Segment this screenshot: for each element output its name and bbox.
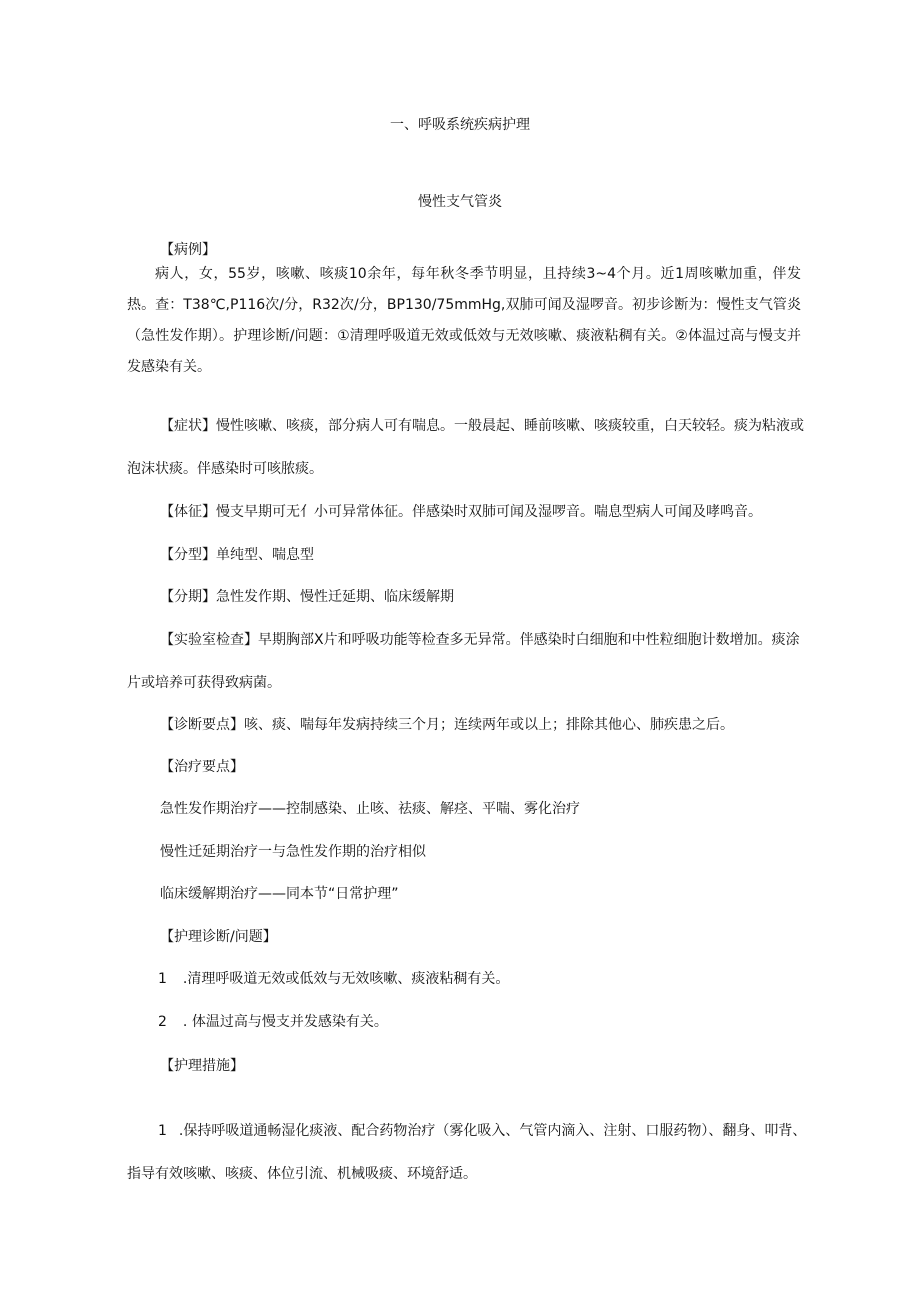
stages-paragraph: 【分期】急性发作期、慢性迁延期、临床缓解期 bbox=[160, 589, 454, 605]
lab-line-1: 【实验室检查】早期胸部X片和呼吸功能等检查多无异常。伴感染时白细胞和中性粒细胞计数增加。痰涂 bbox=[160, 632, 800, 648]
item-text: .保持呼吸道通畅湿化痰液、配合药物治疗（雾化吸入、气管内滴入、注射、口服药物）、翻身、叩背、 bbox=[178, 1123, 807, 1139]
symptoms-line-2: 泡沫状痰。伴感染时可咳脓痰。 bbox=[127, 461, 323, 477]
nursing-diagnosis-heading: 【护理诊断/问题】 bbox=[160, 929, 277, 945]
nursing-diagnosis-item bbox=[158, 969, 509, 989]
item-number: 2 bbox=[158, 1014, 167, 1030]
item-number: 1 bbox=[158, 1123, 167, 1139]
treatment-heading: 【治疗要点】 bbox=[160, 759, 244, 775]
chapter-title: 一、呼吸系统疾病护理 bbox=[390, 117, 530, 133]
nursing-measures-item-1-line-1 bbox=[158, 1121, 806, 1141]
diagnosis-points-paragraph: 【诊断要点】咳、痰、喘每年发病持续三个月；连续两年或以上；排除其他心、肺疾患之后。 bbox=[160, 717, 734, 733]
treatment-item: 急性发作期治疗——控制感染、止咳、祛痰、解痉、平喘、雾化治疗 bbox=[160, 801, 580, 817]
nursing-measures-item-1-line-2: 指导有效咳嗽、咳痰、体位引流、机械吸痰、环境舒适。 bbox=[127, 1166, 477, 1182]
signs-paragraph: 【体征】慢支早期可无亻小可异常体征。伴感染时双肺可闻及湿啰音。喘息型病人可闻及哮鸣音。 bbox=[160, 504, 762, 520]
treatment-item: 慢性迁延期治疗一与急性发作期的治疗相似 bbox=[160, 844, 426, 860]
symptoms-line-1: 【症状】慢性咳嗽、咳痰，部分病人可有喘息。一般晨起、睡前咳嗽、咳痰较重，白天较轻。痰为粘液或 bbox=[160, 418, 804, 434]
case-paragraph: 病人，女，55岁，咳嗽、咳痰10余年，每年秋冬季节明显，且持续3~4个月。近1周咳嗽加重，伴发热。查：T38℃,P116次/分，R32次/分，BP130/75mmHg,双肺可闻及湿啰音。初步诊断为：慢性支气管炎（急性发作期）。护理诊断/问题：①清理呼吸道无效或低效与无效咳嗽、痰液粘稠有关。②体温过高与慢支并发感染有关。 bbox=[127, 266, 801, 375]
item-number: 1 bbox=[158, 971, 167, 987]
nursing-diagnosis-item bbox=[158, 1012, 388, 1032]
nursing-measures-heading: 【护理措施】 bbox=[160, 1058, 244, 1074]
section-title: 慢性支气管炎 bbox=[418, 194, 502, 210]
item-text: . 体温过高与慢支并发感染有关。 bbox=[182, 1014, 388, 1030]
lab-line-2: 片或培养可获得致病菌。 bbox=[127, 675, 281, 691]
case-heading: 【病例】 bbox=[160, 242, 216, 258]
item-text: .清理呼吸道无效或低效与无效咳嗽、痰液粘稠有关。 bbox=[182, 971, 510, 987]
treatment-item: 临床缓解期治疗——同本节“日常护理” bbox=[160, 886, 399, 902]
types-paragraph: 【分型】单纯型、喘息型 bbox=[160, 547, 314, 563]
